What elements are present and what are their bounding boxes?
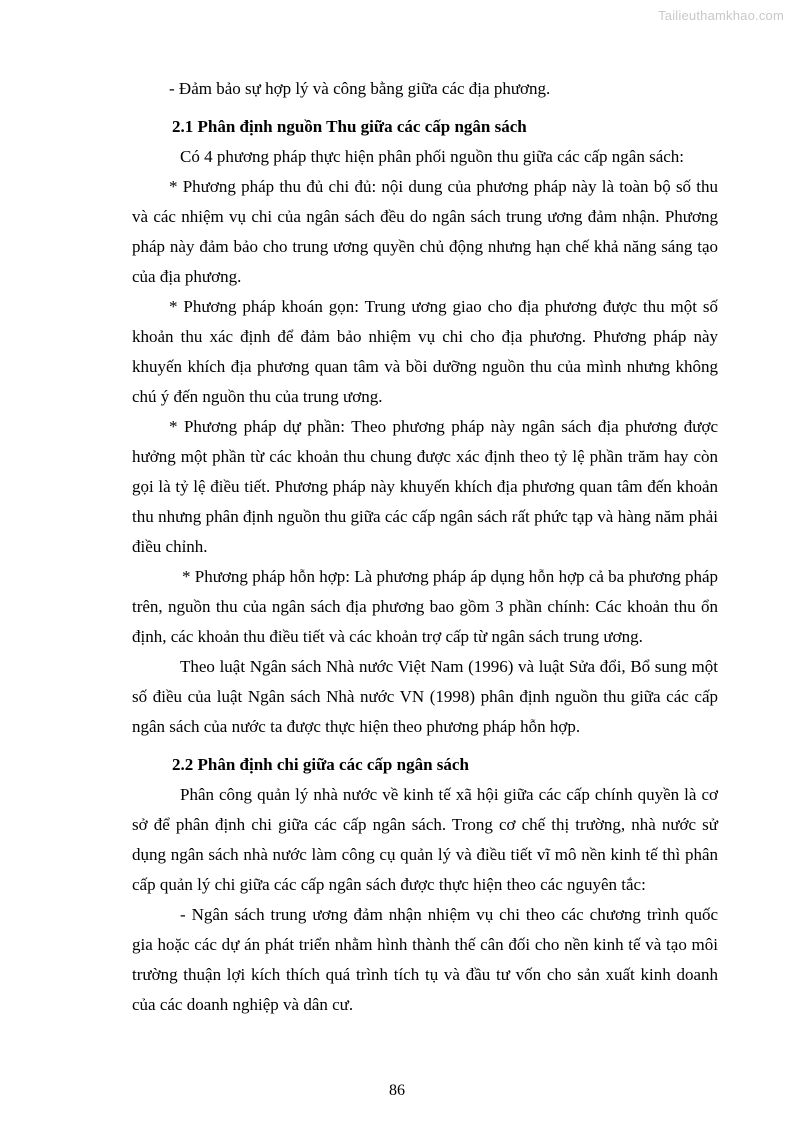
page-content	[132, 74, 718, 1020]
paragraph-expenditure-principles: Phân công quản lý nhà nước về kinh tế xã hội giữa các cấp chính quyền là cơ sở để phân định chi giữa các cấp ngân sách. Trong cơ chế thị trường, nhà nước sử dụng ngân sách nhà nước làm công cụ quản lý và điều tiết vĩ mô nền kinh tế thì phân cấp quản lý chi giữa các cấp ngân sách được thực hiện theo các nguyên tắc:	[132, 785, 718, 894]
paragraph-method-full: * Phương pháp thu đủ chi đủ: nội dung của phương pháp này là toàn bộ số thu và các nhiệm vụ chi của ngân sách đều do ngân sách trung ương đảm nhận. Phương pháp này đảm bảo cho trung ương quyền chủ động nhưng hạn chế khả năng sáng tạo của địa phương.	[132, 177, 718, 286]
page-number: 86	[389, 1082, 405, 1099]
paragraph-law: Theo luật Ngân sách Nhà nước Việt Nam (1996) và luật Sửa đổi, Bổ sung một số điều của luật Ngân sách Nhà nước VN (1998) phân định nguồn thu giữa các cấp ngân sách của nước ta được thực hiện theo phương pháp hỗn hợp.	[132, 657, 718, 736]
paragraph-method-share: * Phương pháp dự phần: Theo phương pháp này ngân sách địa phương được hưởng một phần từ các khoản thu chung được xác định theo tỷ lệ phần trăm hay còn gọi là tỷ lệ điều tiết. Phương pháp này khuyến khích địa phương quan tâm đến khoản thu nhưng phân định nguồn thu giữa các cấp ngân sách rất phức tạp và hàng năm phải điều chỉnh.	[132, 417, 718, 556]
paragraph-fairness: - Đảm bảo sự hợp lý và công bằng giữa các địa phương.	[169, 79, 551, 98]
section-heading-2-2: 2.2 Phân định chi giữa các cấp ngân sách	[172, 755, 469, 774]
paragraph-intro-methods: Có 4 phương pháp thực hiện phân phối nguồn thu giữa các cấp ngân sách:	[180, 147, 685, 166]
section-heading-2-1: 2.1 Phân định nguồn Thu giữa các cấp ngân sách	[172, 117, 527, 136]
paragraph-method-mixed: * Phương pháp hỗn hợp: Là phương pháp áp dụng hỗn hợp cả ba phương pháp trên, nguồn thu của ngân sách địa phương bao gồm 3 phần chính: Các khoản thu ổn định, các khoản thu điều tiết và các khoản trợ cấp từ ngân sách trung ương.	[132, 567, 718, 646]
paragraph-method-lump-sum: * Phương pháp khoán gọn: Trung ương giao cho địa phương được thu một số khoản thu xác định để đảm bảo nhiệm vụ chi cho địa phương. Phương pháp này khuyến khích địa phương quan tâm và bồi dưỡng nguồn thu của mình nhưng không chú ý đến nguồn thu của trung ương.	[132, 297, 718, 406]
paragraph-central-budget: - Ngân sách trung ương đảm nhận nhiệm vụ chi theo các chương trình quốc gia hoặc các dự án phát triển nhằm hình thành thế cân đối cho nền kinh tế và tạo môi trường thuận lợi kích thích quá trình tích tụ và đầu tư vốn cho sản xuất kinh doanh của các doanh nghiệp và dân cư.	[132, 905, 718, 1014]
watermark: Tailieuthamkhao.com	[658, 8, 784, 23]
